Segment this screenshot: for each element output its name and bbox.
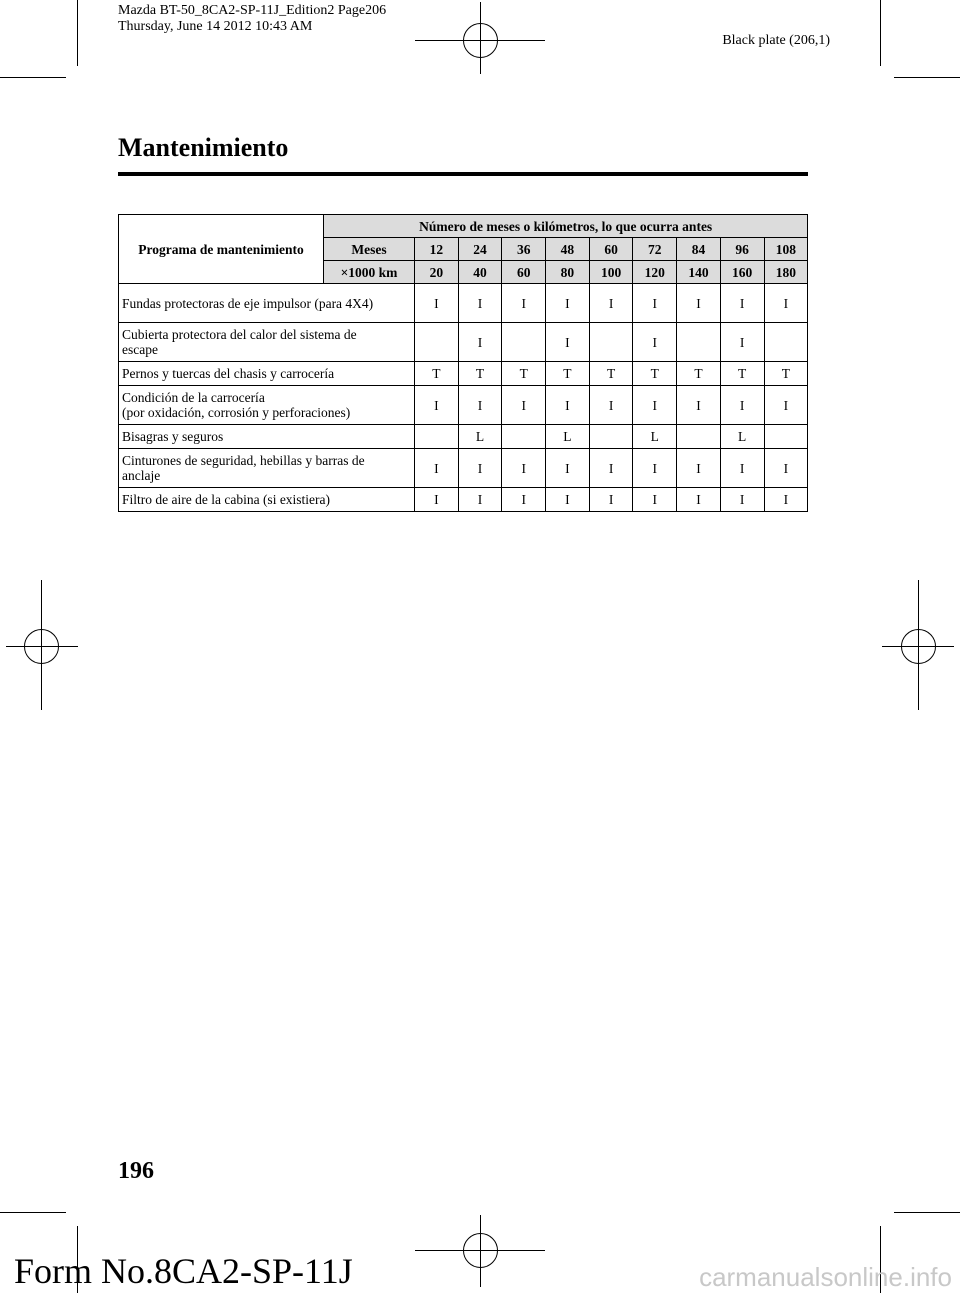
maintenance-item: Filtro de aire de la cabina (si existiera) (119, 488, 415, 512)
schedule-cell: L (633, 425, 677, 449)
schedule-cell: I (458, 323, 502, 362)
crop-mark-top-right-v (880, 0, 881, 66)
schedule-cell: I (677, 284, 721, 323)
schedule-cell: I (633, 488, 677, 512)
registration-mark-left-circle (24, 629, 59, 664)
crop-mark-bottom-right-h (894, 1212, 960, 1213)
maintenance-item: Cinturones de seguridad, hebillas y barras de anclaje (119, 449, 415, 488)
months-value: 36 (502, 238, 546, 261)
schedule-cell: I (546, 284, 590, 323)
schedule-cell: T (502, 362, 546, 386)
page-number: 196 (118, 1158, 154, 1184)
schedule-cell: I (458, 488, 502, 512)
months-value: 108 (764, 238, 808, 261)
months-label: Meses (324, 238, 415, 261)
schedule-cell: I (764, 284, 808, 323)
km-value: 80 (546, 261, 590, 284)
schedule-cell: I (720, 284, 764, 323)
schedule-cell: I (720, 449, 764, 488)
schedule-cell (415, 425, 459, 449)
schedule-cell: I (633, 386, 677, 425)
crop-mark-top-left-v (77, 0, 78, 66)
schedule-cell: I (589, 488, 633, 512)
schedule-cell: I (589, 386, 633, 425)
schedule-cell (415, 323, 459, 362)
schedule-cell: I (458, 386, 502, 425)
table-row (119, 284, 808, 323)
km-value: 60 (502, 261, 546, 284)
km-value: 160 (720, 261, 764, 284)
table-row (119, 449, 808, 488)
schedule-cell: T (633, 362, 677, 386)
title-rule (118, 172, 808, 176)
months-value: 48 (546, 238, 590, 261)
crop-mark-top-left-h (0, 77, 66, 78)
schedule-cell: I (677, 386, 721, 425)
form-number: Form No.8CA2-SP-11J (14, 1251, 353, 1291)
schedule-cell: T (720, 362, 764, 386)
maintenance-item: Condición de la carrocería (por oxidación, corrosión y perforaciones) (119, 386, 415, 425)
months-value: 84 (677, 238, 721, 261)
schedule-cell: I (720, 323, 764, 362)
schedule-cell: T (677, 362, 721, 386)
maintenance-item: Pernos y tuercas del chasis y carrocería (119, 362, 415, 386)
maintenance-item: Fundas protectoras de eje impulsor (para 4X4) (119, 284, 415, 323)
km-value: 140 (677, 261, 721, 284)
schedule-cell (589, 323, 633, 362)
schedule-cell: I (633, 449, 677, 488)
schedule-cell: I (458, 449, 502, 488)
schedule-cell: L (720, 425, 764, 449)
registration-mark-bottom-circle (463, 1233, 498, 1268)
schedule-cell (677, 323, 721, 362)
schedule-cell: L (546, 425, 590, 449)
km-value: 40 (458, 261, 502, 284)
schedule-cell: T (415, 362, 459, 386)
schedule-cell: I (720, 488, 764, 512)
schedule-cell: I (546, 323, 590, 362)
program-header: Programa de mantenimiento (119, 215, 324, 284)
crop-mark-top-right-h (894, 77, 960, 78)
schedule-cell: I (677, 488, 721, 512)
schedule-cell: T (764, 362, 808, 386)
months-value: 24 (458, 238, 502, 261)
km-value: 180 (764, 261, 808, 284)
schedule-cell: I (546, 386, 590, 425)
schedule-cell: T (589, 362, 633, 386)
maintenance-schedule-table (118, 214, 808, 512)
schedule-cell: I (502, 284, 546, 323)
schedule-cell: I (415, 449, 459, 488)
schedule-cell: I (415, 386, 459, 425)
schedule-cell: I (502, 488, 546, 512)
table-body (119, 284, 808, 512)
schedule-cell: I (720, 386, 764, 425)
schedule-cell: I (502, 386, 546, 425)
schedule-cell: I (633, 284, 677, 323)
months-value: 72 (633, 238, 677, 261)
schedule-cell (764, 425, 808, 449)
schedule-cell: I (677, 449, 721, 488)
watermark: carmanualsonline.info (699, 1262, 952, 1292)
schedule-cell (589, 425, 633, 449)
table-row (119, 425, 808, 449)
months-value: 96 (720, 238, 764, 261)
schedule-cell: T (458, 362, 502, 386)
months-value: 60 (589, 238, 633, 261)
maintenance-item: Bisagras y seguros (119, 425, 415, 449)
print-header-line2: Thursday, June 14 2012 10:43 AM (118, 19, 313, 34)
schedule-cell: T (546, 362, 590, 386)
schedule-cell: I (415, 488, 459, 512)
schedule-cell: I (589, 449, 633, 488)
schedule-cell: I (415, 284, 459, 323)
schedule-cell (677, 425, 721, 449)
km-value: 20 (415, 261, 459, 284)
print-header-line1: Mazda BT-50_8CA2-SP-11J_Edition2 Page206 (118, 3, 387, 18)
schedule-cell: I (589, 284, 633, 323)
registration-mark-top-circle (463, 23, 498, 58)
schedule-cell: I (546, 449, 590, 488)
interval-header: Número de meses o kilómetros, lo que ocurra antes (324, 215, 808, 238)
table-row (119, 362, 808, 386)
plate-label: Black plate (206,1) (722, 33, 830, 48)
registration-mark-right-circle (901, 629, 936, 664)
months-value: 12 (415, 238, 459, 261)
schedule-cell: I (764, 449, 808, 488)
schedule-cell (502, 323, 546, 362)
schedule-cell (502, 425, 546, 449)
print-header (118, 3, 386, 35)
crop-mark-bottom-left-h (0, 1212, 66, 1213)
maintenance-item: Cubierta protectora del calor del sistema de escape (119, 323, 415, 362)
km-value: 100 (589, 261, 633, 284)
section-title: Mantenimiento (118, 133, 289, 162)
schedule-cell (764, 323, 808, 362)
schedule-cell: I (458, 284, 502, 323)
schedule-cell: L (458, 425, 502, 449)
km-value: 120 (633, 261, 677, 284)
schedule-cell: I (764, 488, 808, 512)
table-row (119, 323, 808, 362)
km-label: ×1000 km (324, 261, 415, 284)
schedule-cell: I (502, 449, 546, 488)
table-row (119, 488, 808, 512)
schedule-cell: I (764, 386, 808, 425)
table-row (119, 386, 808, 425)
schedule-cell: I (633, 323, 677, 362)
schedule-cell: I (546, 488, 590, 512)
